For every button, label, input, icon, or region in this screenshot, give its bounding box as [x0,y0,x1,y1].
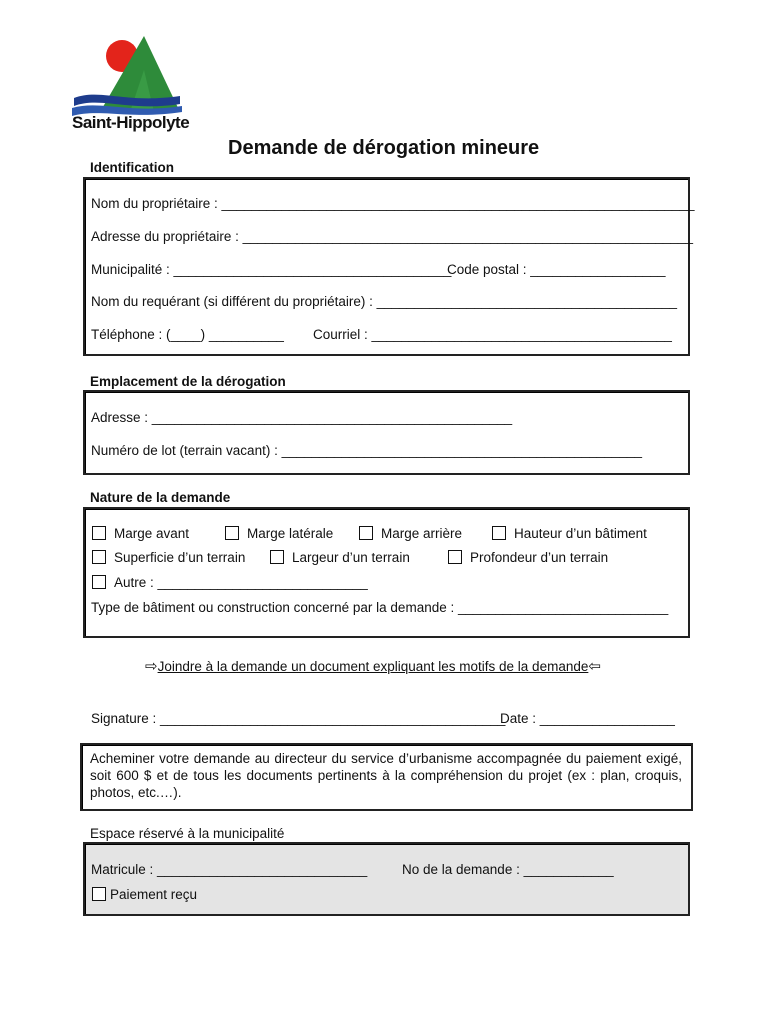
option-marge-arriere[interactable]: Marge arrière [359,526,462,541]
identification-heading: Identification [90,160,174,175]
option-autre[interactable]: Autre : ____________________________ [92,575,368,590]
logo-text: Saint-Hippolyte [72,113,190,132]
checkbox[interactable] [492,526,506,540]
attach-text: Joindre à la demande un document expliquant les motifs de la demande [157,659,589,674]
option-marge-laterale[interactable]: Marge latérale [225,526,333,541]
option-hauteur-batiment[interactable]: Hauteur d’un bâtiment [492,526,647,541]
arrow-left-icon: ⇦ [588,658,601,675]
owner-name-field[interactable]: Nom du propriétaire : _______________________________________________________________ [91,196,695,211]
reserved-heading: Espace réservé à la municipalité [90,826,285,841]
checkbox[interactable] [92,887,106,901]
option-superficie-terrain[interactable]: Superficie d’un terrain [92,550,245,565]
applicant-name-field[interactable]: Nom du requérant (si différent du propriétaire) : ________________________________________ [91,294,677,309]
checkbox[interactable] [92,526,106,540]
location-box [83,390,690,475]
owner-address-field[interactable]: Adresse du propriétaire : ____________________________________________________________ [91,229,694,244]
date-field[interactable]: Date : __________________ [500,711,675,726]
checkbox[interactable] [225,526,239,540]
arrow-right-icon: ⇨ [145,658,158,675]
request-number-field[interactable]: No de la demande : ____________ [402,862,614,877]
matricule-field[interactable]: Matricule : ____________________________ [91,862,368,877]
postal-code-field[interactable]: Code postal : __________________ [447,262,666,277]
checkbox[interactable] [448,550,462,564]
instructions-text: Acheminer votre demande au directeur du service d’urbanisme accompagnée du paiement exigé, soit 600 $ et de tous les documents pertinents à la compréhension du projet (ex : plan, croquis, photos, etc.…). [90,751,682,800]
checkbox[interactable] [270,550,284,564]
payment-received-option[interactable]: Paiement reçu [92,887,197,902]
option-largeur-terrain[interactable]: Largeur d’un terrain [270,550,410,565]
nature-heading: Nature de la demande [90,490,231,505]
option-profondeur-terrain[interactable]: Profondeur d’un terrain [448,550,608,565]
location-heading: Emplacement de la dérogation [90,374,286,389]
lot-number-field[interactable]: Numéro de lot (terrain vacant) : ________________________________________________ [91,443,642,458]
checkbox[interactable] [92,550,106,564]
option-marge-avant[interactable]: Marge avant [92,526,189,541]
municipality-field[interactable]: Municipalité : _____________________________________ [91,262,452,277]
checkbox[interactable] [359,526,373,540]
building-type-field[interactable]: Type de bâtiment ou construction concerné par la demande : ____________________________ [91,600,669,615]
location-address-field[interactable]: Adresse : ________________________________________________ [91,410,513,425]
phone-field[interactable]: Téléphone : (____) __________ [91,327,284,342]
attach-notice [145,657,601,675]
reserved-box [83,842,690,916]
signature-field[interactable]: Signature : ______________________________________________ [91,711,506,726]
form-title: Demande de dérogation mineure [228,137,540,159]
email-field[interactable]: Courriel : ________________________________________ [313,327,672,342]
checkbox[interactable] [92,575,106,589]
